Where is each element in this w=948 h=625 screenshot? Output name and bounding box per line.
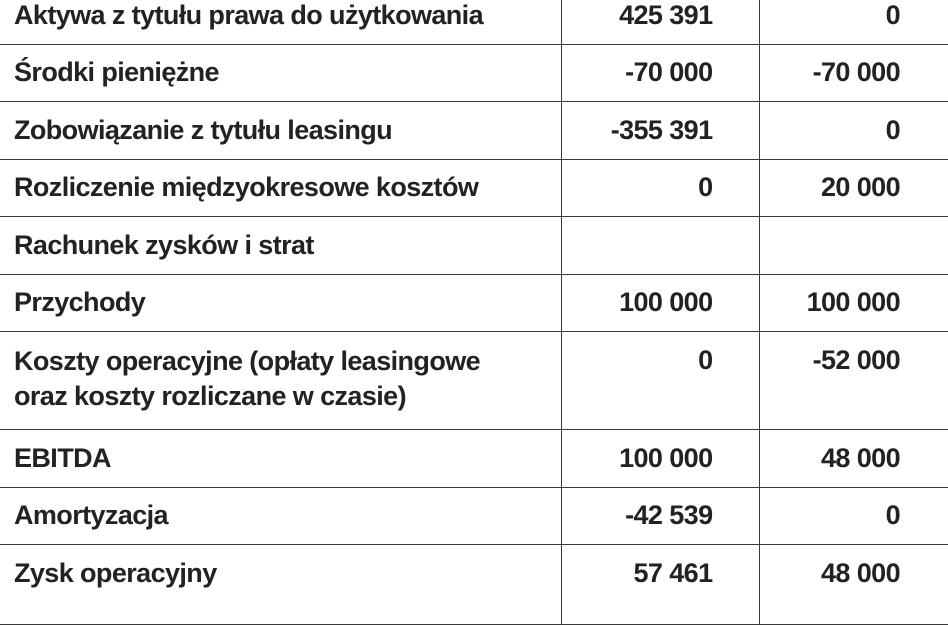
row-label: EBITDA [0, 430, 561, 488]
row-label: Zysk operacyjny [0, 545, 561, 625]
row-label: Aktywa z tytułu prawa do użytkowania [0, 0, 561, 44]
row-label: Rozliczenie międzyokresowe kosztów [0, 159, 561, 217]
row-value-col2: 100 000 [759, 274, 948, 332]
row-label: Środki pieniężne [0, 44, 561, 102]
row-value-col2 [759, 217, 948, 275]
row-value-col1: -70 000 [561, 44, 759, 102]
table-row [0, 102, 948, 160]
row-value-col1 [561, 217, 759, 275]
row-value-col2: 0 [759, 0, 948, 44]
row-value-col1: 0 [561, 332, 759, 430]
row-value-col1: 100 000 [561, 274, 759, 332]
row-value-col2: 20 000 [759, 159, 948, 217]
table-row [0, 44, 948, 102]
row-value-col2: 48 000 [759, 545, 948, 625]
row-value-col1: 100 000 [561, 430, 759, 488]
row-label: Amortyzacja [0, 487, 561, 545]
row-value-col2: 48 000 [759, 430, 948, 488]
row-value-col1: 0 [561, 159, 759, 217]
row-label: Zobowiązanie z tytułu leasingu [0, 102, 561, 160]
row-value-col1: 57 461 [561, 545, 759, 625]
section-header-row [0, 217, 948, 275]
table-row [0, 332, 948, 430]
table-row [0, 0, 948, 44]
table-row [0, 545, 948, 625]
table-row [0, 159, 948, 217]
section-header-label: Rachunek zysków i strat [0, 217, 561, 275]
row-value-col2: 0 [759, 487, 948, 545]
table-row [0, 487, 948, 545]
row-value-col2: -52 000 [759, 332, 948, 430]
row-label: Przychody [0, 274, 561, 332]
row-value-col1: -355 391 [561, 102, 759, 160]
row-label [0, 332, 561, 430]
row-label-line1: Koszty operacyjne (opłaty leasingowe [14, 346, 481, 376]
row-value-col1: 425 391 [561, 0, 759, 44]
table-row [0, 430, 948, 488]
row-label-line2: oraz koszty rozliczane w czasie) [14, 381, 406, 411]
row-value-col2: -70 000 [759, 44, 948, 102]
row-value-col1: -42 539 [561, 487, 759, 545]
table-row [0, 274, 948, 332]
row-value-col2: 0 [759, 102, 948, 160]
